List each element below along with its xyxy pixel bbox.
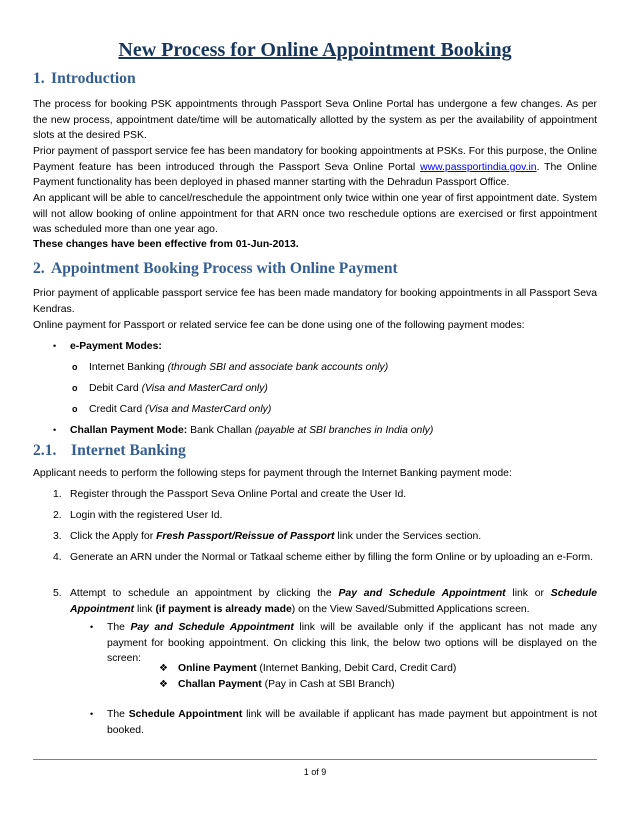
list-item-epayment	[53, 339, 162, 355]
sub-bullet-text: The	[107, 709, 129, 720]
option-online-payment	[159, 661, 457, 677]
page-title: New Process for Online Appointment Booking	[118, 39, 512, 61]
step-text: Click the Apply for	[70, 531, 157, 542]
intro-paragraph-3: An applicant will be able to cancel/reschedule the appointment only twice within one year of first appointment date. System will not allow booking of online appointment for that ARN once two reschedule options are exercised or first appointment was scheduled more than one year ago.	[33, 193, 597, 236]
option-label: Challan Payment	[178, 679, 262, 690]
step-text-end: ) on the View Saved/Submitted Applications screen.	[291, 603, 530, 615]
passport-portal-link[interactable]: www.passportindia.gov.in	[420, 161, 537, 173]
step-text: Login with the registered User Id.	[70, 510, 223, 521]
step-text-end: link under the Services section.	[334, 531, 482, 542]
intro-paragraph-2	[33, 144, 597, 191]
step-number: 5.	[53, 588, 62, 599]
list-item-internet-banking	[72, 360, 389, 376]
step-number: 2.	[53, 510, 62, 521]
section2-paragraph-2: Online payment for Passport or related service fee can be done using one of the following payment modes:	[33, 320, 525, 331]
bullet-icon: •	[90, 622, 94, 632]
step-text: link	[134, 603, 156, 615]
section-heading-text: Appointment Booking Process with Online Payment	[51, 260, 398, 277]
payment-mode-label: Internet Banking	[89, 362, 168, 373]
sub-bullet-text: link will be available only if the applicant has not made any payment for booking appointment. On clicking this link, the below two options will be displayed on the screen:	[107, 622, 597, 665]
step-number: 3.	[53, 531, 62, 542]
list-item-debit-card	[72, 381, 268, 397]
step-number: 4.	[53, 552, 62, 563]
option-note: (Pay in Cash at SBI Branch)	[261, 679, 395, 690]
section-heading-text: Internet Banking	[71, 442, 186, 459]
payment-mode-note: (through SBI and associate bank accounts only)	[167, 362, 389, 373]
challan-note: (payable at SBI branches in India only)	[254, 425, 434, 436]
sub-bullet-pay-schedule	[90, 620, 597, 667]
step-5	[53, 586, 597, 617]
step-2	[53, 508, 597, 524]
payment-mode-note: (Visa and MasterCard only)	[145, 404, 272, 415]
diamond-bullet-icon: ❖	[159, 663, 168, 674]
sub-bullet-text: The	[107, 622, 131, 633]
fresh-passport-link-text: Fresh Passport/Reissue of Passport	[156, 531, 335, 542]
heading-introduction	[33, 69, 136, 89]
list-item-challan	[53, 423, 434, 439]
schedule-appointment-link-text: Schedule Appointment	[70, 588, 597, 615]
option-challan-payment	[159, 677, 395, 693]
epayment-label: e-Payment Modes:	[70, 341, 162, 352]
section-number: 1.	[33, 70, 45, 87]
heading-internet-banking	[33, 441, 186, 461]
section2-paragraph-1: Prior payment of applicable passport service fee has been made mandatory for booking appointments in all Passport Seva Kendras.	[33, 288, 597, 315]
bullet-icon: •	[53, 425, 57, 435]
step-4	[53, 550, 597, 566]
page-number: 1 of 9	[303, 767, 327, 777]
challan-label: Challan Payment Mode:	[70, 425, 188, 436]
circle-bullet-icon: o	[72, 404, 78, 414]
step-text: Register through the Passport Seva Online Portal and create the User Id.	[70, 489, 407, 500]
sub-bullet-schedule	[90, 707, 597, 738]
step-1	[53, 487, 597, 503]
step-number: 1.	[53, 489, 62, 500]
option-label: Online Payment	[178, 663, 257, 674]
payment-mode-note: (Visa and MasterCard only)	[141, 383, 268, 394]
circle-bullet-icon: o	[72, 383, 78, 393]
schedule-appointment-link-text: Schedule Appointment	[128, 709, 243, 720]
diamond-bullet-icon: ❖	[159, 679, 168, 690]
intro-effective-date: These changes have been effective from 01-Jun-2013.	[33, 239, 299, 250]
footer-divider	[33, 759, 597, 760]
sub-bullet-text: link will be available if applicant has made payment but appointment is not booked.	[107, 709, 597, 736]
step-text: link or	[505, 588, 551, 599]
section-number: 2.1.	[33, 442, 57, 459]
section-number: 2.	[33, 260, 45, 277]
payment-mode-label: Debit Card	[89, 383, 142, 394]
option-note: (Internet Banking, Debit Card, Credit Card)	[256, 663, 457, 674]
section-heading-text: Introduction	[51, 70, 136, 87]
heading-appointment-booking	[33, 259, 398, 279]
pay-schedule-link-text: Pay and Schedule Appointment	[130, 622, 294, 633]
payment-made-note: (if payment is already made	[155, 603, 292, 615]
list-item-credit-card	[72, 402, 272, 418]
intro-p2-text: Prior payment of passport service fee has been mandatory for booking appointments at PSKs. For this purpose, the Online Payment feature has been introduced through the Passport Seva Online Portal	[33, 146, 597, 173]
circle-bullet-icon: o	[72, 362, 78, 372]
section21-intro: Applicant needs to perform the following steps for payment through the Internet Banking payment mode:	[33, 468, 512, 479]
step-text: Generate an ARN under the Normal or Tatkaal scheme either by filling the form Online or by uploading an e-Form.	[70, 552, 594, 563]
intro-p2-text-end: . The Online Payment functionality has been deployed in phased manner starting with the Dehradun Passport Office.	[33, 161, 597, 189]
bullet-icon: •	[53, 341, 57, 351]
intro-paragraph-1: The process for booking PSK appointments through Passport Seva Online Portal has undergone a few changes. As per the new process, appointment date/time will be automatically allotted by the system as per the availability of appointment slots at the desired PSK.	[33, 99, 597, 142]
pay-schedule-link-text: Pay and Schedule Appointment	[338, 588, 506, 599]
step-3	[53, 529, 597, 545]
payment-mode-label: Credit Card	[89, 404, 146, 415]
bullet-icon: •	[90, 709, 94, 719]
challan-text: Bank Challan	[187, 425, 255, 436]
step-text: Attempt to schedule an appointment by clicking the	[70, 588, 339, 599]
